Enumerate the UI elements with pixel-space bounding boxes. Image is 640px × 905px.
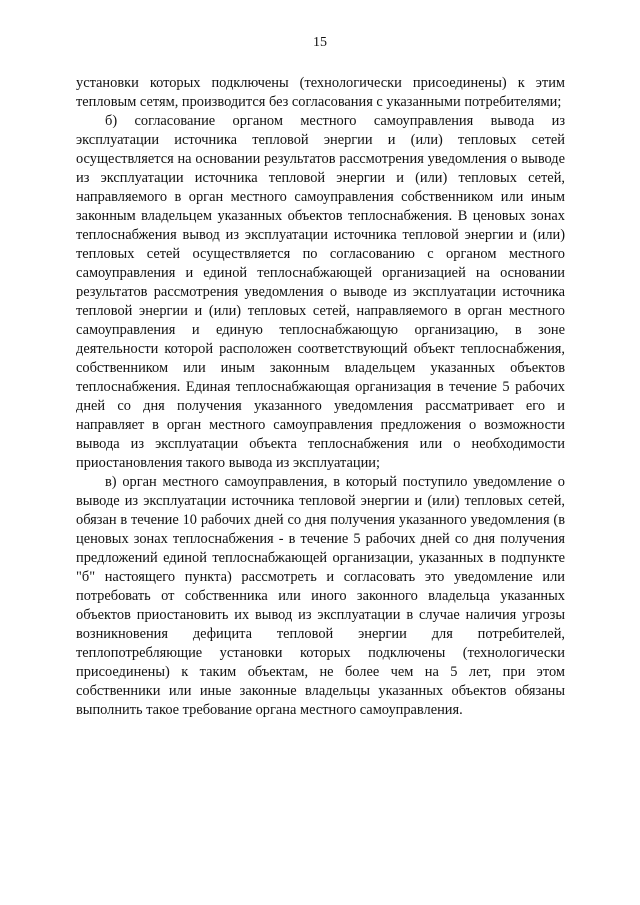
document-body <box>76 74 565 720</box>
paragraph-item-b: б) согласование органом местного самоуправления вывода из эксплуатации источника тепловой энергии и (или) тепловых сетей осуществляется на основании результатов рассмотрения уведомления о выводе из эксплуатации источника тепловой энергии и (или) тепловых сетей, направляемого в орган местного самоуправления собственником или иным законным владельцем указанных объектов теплоснабжения. В ценовых зонах теплоснабжения вывод из эксплуатации источника тепловой энергии и (или) тепловых сетей осуществляется по согласованию с органом местного самоуправления и единой теплоснабжающей организацией на основании результатов рассмотрения уведомления о выводе из эксплуатации источника тепловой энергии и (или) тепловых сетей, направляемого в орган местного самоуправления и единую теплоснабжающую организацию, в зоне деятельности которой расположен соответствующий объект теплоснабжения, собственником или иным законным владельцем указанных объектов теплоснабжения. Единая теплоснабжающая организация в течение 5 рабочих дней со дня получения указанного уведомления рассматривает его и направляет в орган местного самоуправления предложения о возможности вывода из эксплуатации объекта теплоснабжения или о необходимости приостановления такого вывода из эксплуатации; <box>76 113 565 471</box>
paragraph-item-v: в) орган местного самоуправления, в который поступило уведомление о выводе из эксплуатации источника тепловой энергии и (или) тепловых сетей, обязан в течение 10 рабочих дней со дня получения указанного уведомления (в ценовых зонах теплоснабжения - в течение 5 рабочих дней со дня получения предложений единой теплоснабжающей организации, указанных в подпункте "б" настоящего пункта) рассмотреть и согласовать это уведомление или потребовать от собственника или иного законного владельца указанных объектов приостановить их вывод из эксплуатации в случае наличия угрозы возникновения дефицита тепловой энергии для потребителей, теплопотребляющие установки которых подключены (технологически присоединены) к таким объектам, не более чем на 5 лет, при этом собственники или иные законные владельцы указанных объектов обязаны выполнить такое требование органа местного самоуправления. <box>76 474 565 718</box>
paragraph-continuation: установки которых подключены (технологически присоединены) к этим тепловым сетям, производится без согласования с указанными потребителями; <box>76 75 565 110</box>
page-number: 15 <box>313 35 327 50</box>
